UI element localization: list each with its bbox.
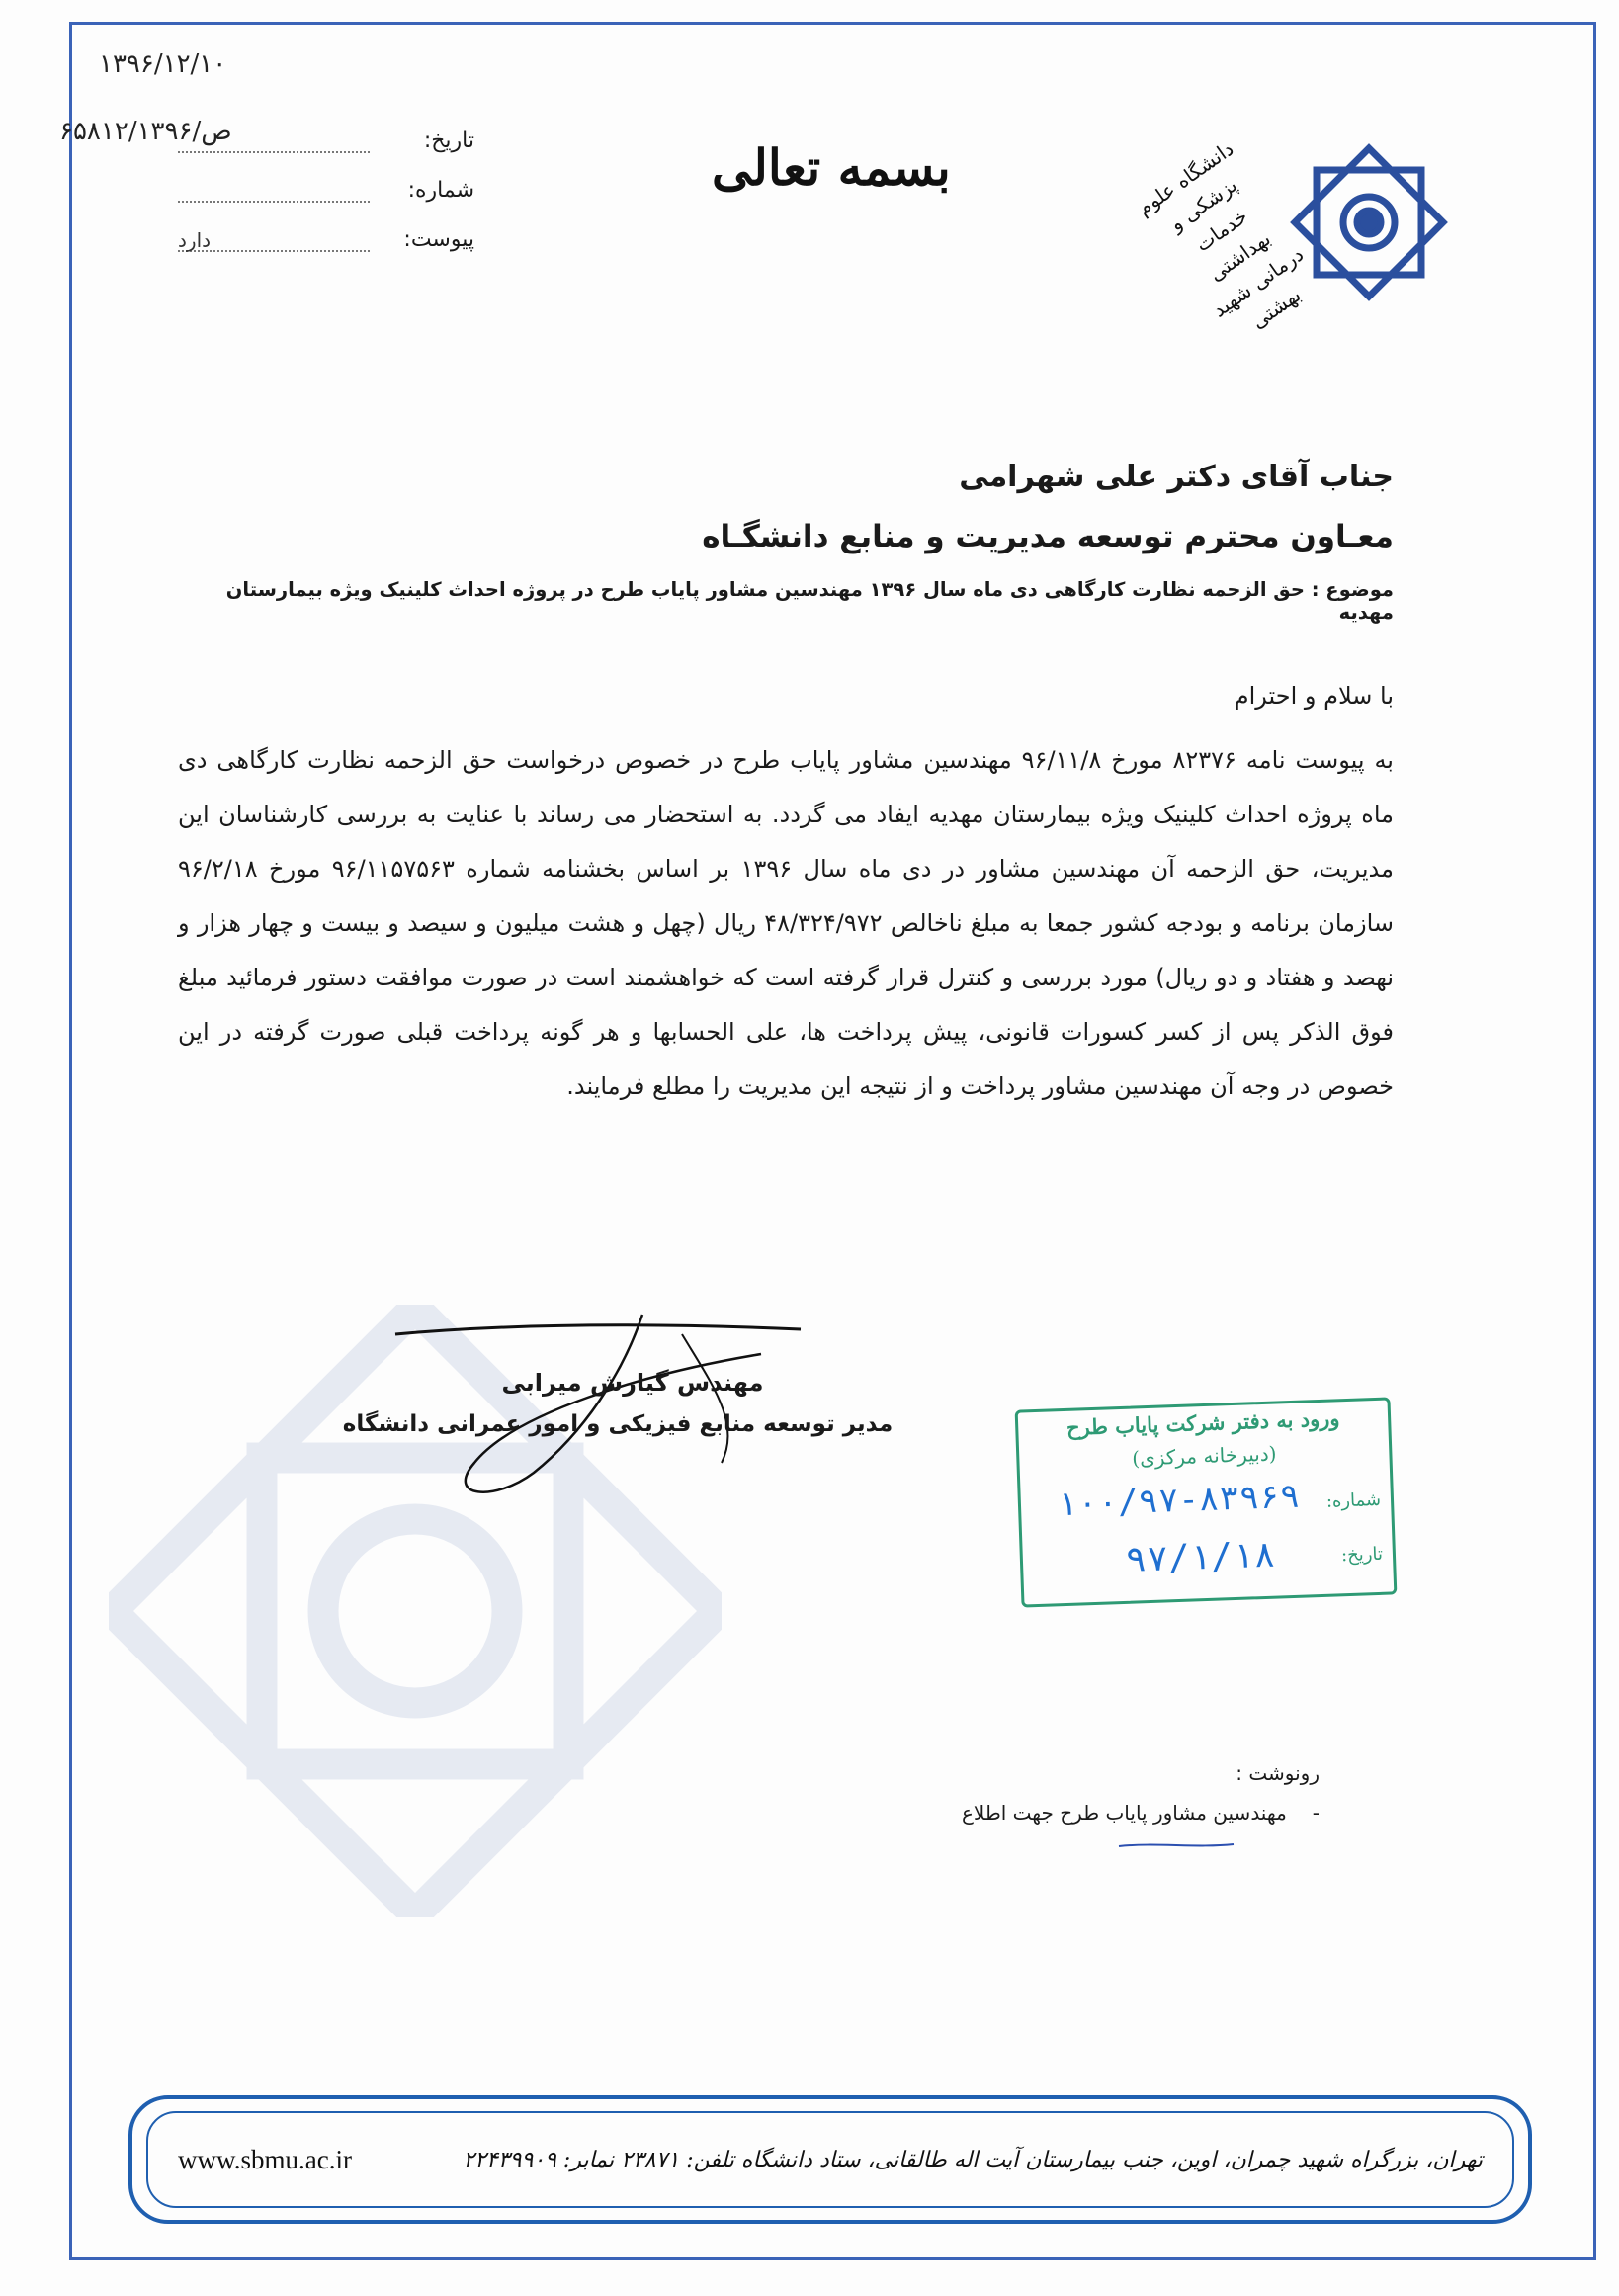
- signer-title: مدیر توسعه منابع فیزیکی و امور عمرانی دانشگاه: [342, 1411, 894, 1437]
- bismillah-heading: بسمه تعالی: [712, 138, 951, 197]
- letter-meta: [178, 104, 474, 252]
- cc-item-dash: -: [1312, 1801, 1320, 1825]
- meta-attachment-value: دارد: [178, 228, 370, 252]
- cc-underline: [1117, 1841, 1236, 1849]
- meta-date-value: [178, 129, 370, 153]
- university-logo-text: دانشگاه علوم پزشکی و خدمات بهداشتی درمانی شهید بهشتی: [1132, 136, 1309, 334]
- cc-item-text: مهندسین مشاور پایاب طرح جهت اطلاع: [961, 1801, 1287, 1825]
- meta-date-label: تاریخ:: [423, 128, 474, 153]
- recipient-title: معـاون محترم توسعه مدیریت و منابع دانشگـاه: [702, 519, 1394, 554]
- footer-address: تهران، بزرگراه شهید چمران، اوین، جنب بیمارستان آیت اله طالقانی، ستاد دانشگاه تلفن: ۲۳۸۷۱ نمابر: ۲۲۴۳۹۹۰۹: [463, 2147, 1483, 2172]
- stamp-title: ورود به دفتر شرکت پایاب طرح: [1065, 1405, 1340, 1440]
- cc-item: [850, 1801, 1320, 1825]
- handwritten-letter-number: ۶۵۸۱۲/ص/۱۳۹۶: [59, 117, 232, 146]
- page-frame: [69, 22, 1596, 2260]
- meta-attachment-row: [178, 203, 474, 252]
- greeting: با سلام و احترام: [1234, 682, 1394, 710]
- stamp-date-label: تاریخ:: [1340, 1543, 1384, 1567]
- cc-heading: رونوشت :: [1236, 1761, 1320, 1785]
- footer-website-link[interactable]: www.sbmu.ac.ir: [178, 2144, 352, 2174]
- meta-number-row: [178, 153, 474, 203]
- stamp-subtitle: (دبیرخانه مرکزی): [1131, 1441, 1277, 1471]
- letterhead-footer: [128, 2095, 1532, 2224]
- signature-scribble: [385, 1295, 810, 1512]
- letter-subject: موضوع : حق الزحمه نظارت کارگاهی دی ماه سال ۱۳۹۶ مهندسین مشاور پایاب طرح در پروژه احداث کلینیک ویژه بیمارستان مهدیه: [225, 578, 1394, 624]
- footer-inner: [146, 2111, 1514, 2208]
- recipient-name: جناب آقای دکتر علی شهرامی: [959, 460, 1394, 494]
- stamp-number-label: شماره:: [1325, 1488, 1382, 1512]
- stamp-date: ۹۷/۱/۱۸: [1124, 1534, 1276, 1580]
- receipt-stamp: [1015, 1397, 1398, 1607]
- handwritten-date: ۱۳۹۶/۱۲/۱۰: [99, 49, 227, 79]
- meta-date-row: [178, 104, 474, 153]
- meta-attachment-label: پیوست:: [403, 227, 474, 252]
- meta-number-value: [178, 179, 370, 203]
- signer-name: مهندس گیارش میرابی: [501, 1369, 764, 1397]
- stamp-number: ۱۰۰/۹۷-۸۳۹۶۹: [1056, 1476, 1301, 1525]
- letter-body: به پیوست نامه ۸۲۳۷۶ مورخ ۹۶/۱۱/۸ مهندسین مشاور پایاب طرح در خصوص درخواست حق الزحمه نظارت کارگاهی دی ماه پروژه احداث کلینیک ویژه بیمارستان مهدیه ایفاد می گردد. به استحضار می رساند با عنایت به بررسی کارشناسان این مدیریت، حق الزحمه آن مهندسین مشاور در دی ماه سال ۱۳۹۶ بر اساس بخشنامه شماره ۹۶/۱۱۵۷۵۶۳ مورخ ۹۶/۲/۱۸ سازمان برنامه و بودجه کشور جمعا به مبلغ ناخالص ۴۸/۳۲۴/۹۷۲ ریال (چهل و هشت میلیون و سیصد و بیست و چهار هزار و نهصد و هفتاد و دو ریال) مورد بررسی و کنترل قرار گرفته است که خواهشمند است در صورت موافقت دستور فرمائید مبلغ فوق الذکر پس از کسر کسورات قانونی، پیش پرداخت ها، علی الحسابها و هر گونه پرداخت قبلی صورت گرفته در این خصوص در وجه آن مهندسین مشاور پرداخت و از نتیجه این مدیریت را مطلع فرمایند.: [178, 746, 1394, 1100]
- meta-number-label: شماره:: [407, 178, 474, 203]
